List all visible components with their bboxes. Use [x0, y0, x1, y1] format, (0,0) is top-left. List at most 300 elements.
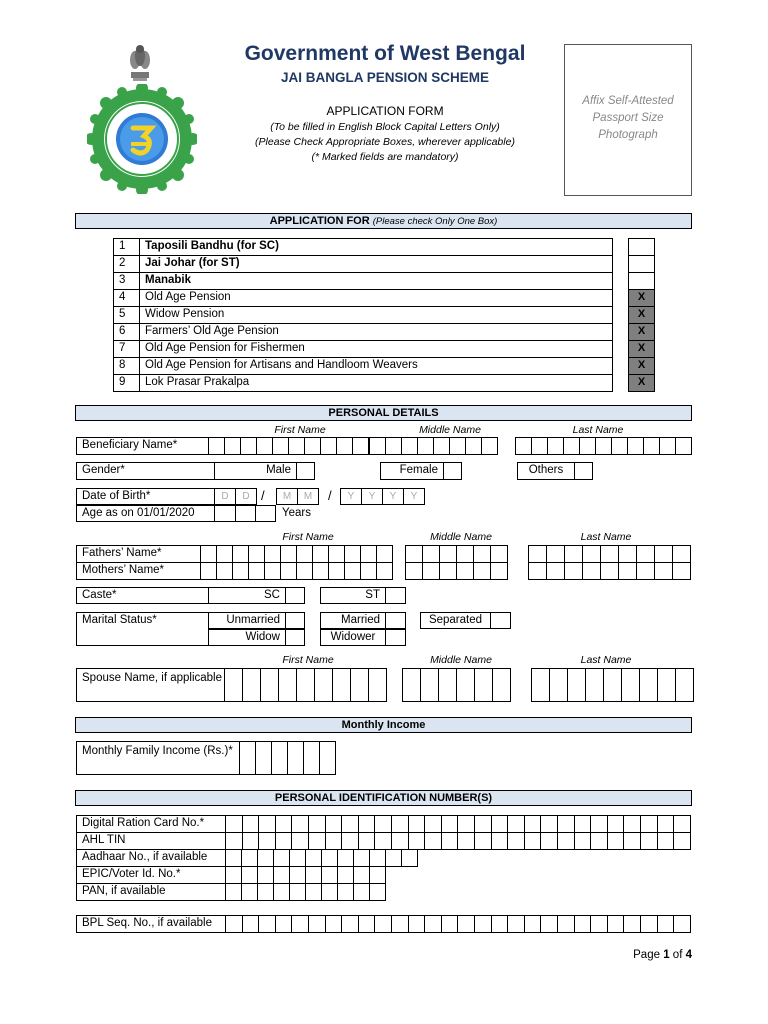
- epic-cell[interactable]: [273, 866, 290, 884]
- ration-card-cell[interactable]: [640, 815, 658, 833]
- fathers-last-name-cell[interactable]: [582, 545, 601, 563]
- fathers-first-name-cell[interactable]: [200, 545, 217, 563]
- dob-cell[interactable]: Y: [340, 488, 362, 505]
- first-name-cell[interactable]: [336, 437, 353, 455]
- fathers-last-name-cell[interactable]: [672, 545, 691, 563]
- ahl-tin-cell[interactable]: [557, 832, 575, 850]
- age-cell[interactable]: [255, 505, 276, 522]
- pan-cell[interactable]: [241, 883, 258, 901]
- ration-card-cell[interactable]: [457, 815, 475, 833]
- ahl-tin-cell[interactable]: [358, 832, 376, 850]
- mothers-middle-name-cell[interactable]: [456, 562, 474, 580]
- male-checkbox[interactable]: [296, 462, 315, 480]
- ration-card-cell[interactable]: [657, 815, 675, 833]
- mothers-first-name-cell[interactable]: [296, 562, 313, 580]
- aadhaar-cell[interactable]: [369, 849, 386, 867]
- ration-card-cell[interactable]: [607, 815, 625, 833]
- page-current: 1: [663, 949, 670, 961]
- bpl-cell[interactable]: [242, 915, 260, 933]
- ration-card-cell[interactable]: [258, 815, 276, 833]
- mothers-first-name-cell[interactable]: [360, 562, 377, 580]
- spouse-first-name-cell[interactable]: [368, 668, 387, 702]
- scheme-checkbox[interactable]: X: [628, 306, 655, 324]
- mothers-last-name-cell[interactable]: [618, 562, 637, 580]
- last-name-cell[interactable]: [579, 437, 596, 455]
- pan-cell[interactable]: [353, 883, 370, 901]
- ahl-tin-cell[interactable]: [590, 832, 608, 850]
- fathers-last-name-cell[interactable]: [528, 545, 547, 563]
- last-name-cell[interactable]: [659, 437, 676, 455]
- widower-checkbox[interactable]: [385, 629, 406, 646]
- mothers-middle-name-cell[interactable]: [405, 562, 423, 580]
- bpl-cell[interactable]: [640, 915, 658, 933]
- middle-name-cell[interactable]: [369, 437, 386, 455]
- ahl-tin-cell[interactable]: [391, 832, 409, 850]
- ration-card-cell[interactable]: [623, 815, 641, 833]
- ration-card-cell[interactable]: [524, 815, 542, 833]
- scheme-checkbox[interactable]: X: [628, 374, 655, 392]
- fathers-last-name-cell[interactable]: [636, 545, 655, 563]
- middle-name-cell[interactable]: [401, 437, 418, 455]
- bpl-cell[interactable]: [374, 915, 392, 933]
- ahl-tin-cell[interactable]: [275, 832, 293, 850]
- st-checkbox[interactable]: [385, 587, 406, 604]
- spouse-middle-name-cell[interactable]: [402, 668, 421, 702]
- middle-name-cell[interactable]: [433, 437, 450, 455]
- ahl-tin-cell[interactable]: [540, 832, 558, 850]
- first-name-cell[interactable]: [288, 437, 305, 455]
- bpl-cell[interactable]: [457, 915, 475, 933]
- scheme-checkbox[interactable]: [628, 255, 655, 273]
- income-cell[interactable]: [303, 741, 320, 775]
- last-name-cell[interactable]: [627, 437, 644, 455]
- scheme-checkbox[interactable]: X: [628, 340, 655, 358]
- ahl-tin-cell[interactable]: [258, 832, 276, 850]
- ahl-tin-cell[interactable]: [574, 832, 592, 850]
- separated-checkbox[interactable]: [490, 612, 511, 629]
- epic-cell[interactable]: [289, 866, 306, 884]
- scheme-checkbox[interactable]: X: [628, 357, 655, 375]
- spouse-middle-name-cell[interactable]: [492, 668, 511, 702]
- income-cell[interactable]: [255, 741, 272, 775]
- bpl-cell[interactable]: [291, 915, 309, 933]
- scheme-label: Jai Johar (for ST): [139, 255, 613, 273]
- ration-card-cell[interactable]: [391, 815, 409, 833]
- fathers-middle-name-cell[interactable]: [473, 545, 491, 563]
- middle-name-cell[interactable]: [449, 437, 466, 455]
- fathers-middle-name-cell[interactable]: [490, 545, 508, 563]
- mothers-last-name-cell[interactable]: [600, 562, 619, 580]
- fathers-last-name-cell[interactable]: [618, 545, 637, 563]
- ahl-tin-cell[interactable]: [673, 832, 691, 850]
- mothers-last-name-cell[interactable]: [564, 562, 583, 580]
- mothers-middle-name-cell[interactable]: [490, 562, 508, 580]
- bpl-cell[interactable]: [424, 915, 442, 933]
- dob-cell[interactable]: Y: [361, 488, 383, 505]
- aadhaar-cell[interactable]: [241, 849, 258, 867]
- mothers-middle-name-cell[interactable]: [422, 562, 440, 580]
- age-cell[interactable]: [235, 505, 256, 522]
- fathers-first-name-cell[interactable]: [216, 545, 233, 563]
- scheme-label: Taposili Bandhu (for SC): [139, 238, 613, 256]
- age-cell[interactable]: [214, 505, 236, 522]
- bpl-cell[interactable]: [590, 915, 608, 933]
- epic-cell[interactable]: [241, 866, 258, 884]
- instruction-capitals: (To be filled in English Block Capital Letters Only): [270, 121, 500, 133]
- ration-card-cell[interactable]: [557, 815, 575, 833]
- first-name-cell[interactable]: [304, 437, 321, 455]
- mothers-last-name-cell[interactable]: [528, 562, 547, 580]
- fathers-first-name-cell[interactable]: [328, 545, 345, 563]
- ration-card-cell[interactable]: [374, 815, 392, 833]
- page-of: of: [669, 949, 686, 961]
- spouse-middle-name-cell[interactable]: [438, 668, 457, 702]
- spouse-last-name-cell[interactable]: [549, 668, 568, 702]
- middle-name-cell[interactable]: [465, 437, 482, 455]
- epic-cell[interactable]: [321, 866, 338, 884]
- bpl-cell[interactable]: [275, 915, 293, 933]
- dob-cell[interactable]: D: [235, 488, 257, 505]
- epic-cell[interactable]: [257, 866, 274, 884]
- ahl-tin-cell[interactable]: [657, 832, 675, 850]
- aadhaar-cell[interactable]: [401, 849, 418, 867]
- ahl-tin-label: AHL TIN: [76, 832, 226, 850]
- ahl-tin-cell[interactable]: [325, 832, 343, 850]
- bpl-cell[interactable]: [308, 915, 326, 933]
- pan-cell[interactable]: [337, 883, 354, 901]
- fathers-last-name-cell[interactable]: [600, 545, 619, 563]
- pan-cell[interactable]: [273, 883, 290, 901]
- mothers-name-label: Mothers’ Name*: [76, 562, 201, 580]
- ration-card-cell[interactable]: [275, 815, 293, 833]
- ration-card-cell[interactable]: [291, 815, 309, 833]
- epic-cell[interactable]: [369, 866, 386, 884]
- ahl-tin-cell[interactable]: [457, 832, 475, 850]
- unmarried-checkbox[interactable]: [285, 612, 305, 629]
- aadhaar-cell[interactable]: [337, 849, 354, 867]
- spouse-first-name-cell[interactable]: [278, 668, 297, 702]
- scheme-checkbox[interactable]: [628, 238, 655, 256]
- dob-label: Date of Birth*: [76, 488, 215, 505]
- fathers-first-name-cell[interactable]: [248, 545, 265, 563]
- spouse-middle-name-cell[interactable]: [474, 668, 493, 702]
- photo-box-text: Affix Self-Attested Passport Size Photograph: [582, 95, 674, 141]
- last-name-cell[interactable]: [515, 437, 532, 455]
- ahl-tin-cell[interactable]: [424, 832, 442, 850]
- ahl-tin-cell[interactable]: [640, 832, 658, 850]
- middle-name-header: Middle Name: [430, 654, 492, 666]
- form-title: APPLICATION FORM: [326, 104, 444, 118]
- female-checkbox[interactable]: [443, 462, 462, 480]
- scheme-number: 7: [113, 340, 140, 358]
- fathers-last-name-cell[interactable]: [654, 545, 673, 563]
- sc-checkbox[interactable]: [285, 587, 305, 604]
- married-checkbox[interactable]: [385, 612, 406, 629]
- biswa-bangla-seal-icon: [87, 84, 197, 194]
- aadhaar-cell[interactable]: [321, 849, 338, 867]
- bpl-cell[interactable]: [557, 915, 575, 933]
- mothers-last-name-cell[interactable]: [582, 562, 601, 580]
- spouse-name-label: Spouse Name, if applicable: [76, 668, 225, 702]
- widow-checkbox[interactable]: [285, 629, 305, 646]
- ration-card-cell[interactable]: [325, 815, 343, 833]
- scheme-number: 8: [113, 357, 140, 375]
- spouse-last-name-cell[interactable]: [585, 668, 604, 702]
- male-label: Male: [214, 462, 297, 480]
- bpl-cell[interactable]: [524, 915, 542, 933]
- ahl-tin-cell[interactable]: [441, 832, 459, 850]
- fathers-first-name-cell[interactable]: [296, 545, 313, 563]
- first-name-header: First Name: [274, 424, 326, 436]
- mothers-first-name-cell[interactable]: [264, 562, 281, 580]
- spouse-first-name-cell[interactable]: [260, 668, 279, 702]
- middle-name-cell[interactable]: [481, 437, 498, 455]
- ahl-tin-cell[interactable]: [242, 832, 260, 850]
- fathers-last-name-cell[interactable]: [564, 545, 583, 563]
- first-name-cell[interactable]: [256, 437, 273, 455]
- mothers-first-name-cell[interactable]: [200, 562, 217, 580]
- last-name-header: Last Name: [580, 654, 632, 666]
- ration-card-cell[interactable]: [308, 815, 326, 833]
- spouse-middle-name-cell[interactable]: [456, 668, 475, 702]
- ahl-tin-cell[interactable]: [491, 832, 509, 850]
- ration-card-cell[interactable]: [441, 815, 459, 833]
- bpl-cell[interactable]: [574, 915, 592, 933]
- aadhaar-label: Aadhaar No., if available: [76, 849, 226, 867]
- bpl-cell[interactable]: [391, 915, 409, 933]
- bpl-cell[interactable]: [540, 915, 558, 933]
- ahl-tin-cell[interactable]: [607, 832, 625, 850]
- ration-card-cell[interactable]: [341, 815, 359, 833]
- spouse-first-name-cell[interactable]: [224, 668, 243, 702]
- bpl-cell[interactable]: [607, 915, 625, 933]
- last-name-cell[interactable]: [563, 437, 580, 455]
- fathers-middle-name-cell[interactable]: [405, 545, 423, 563]
- aadhaar-cell[interactable]: [257, 849, 274, 867]
- scheme-label: Farmers’ Old Age Pension: [139, 323, 613, 341]
- mothers-first-name-cell[interactable]: [376, 562, 393, 580]
- mothers-last-name-cell[interactable]: [672, 562, 691, 580]
- bpl-cell[interactable]: [408, 915, 426, 933]
- dob-cell[interactable]: Y: [382, 488, 404, 505]
- ration-card-cell[interactable]: [424, 815, 442, 833]
- bpl-cell[interactable]: [358, 915, 376, 933]
- spouse-first-name-cell[interactable]: [242, 668, 261, 702]
- bpl-cell[interactable]: [325, 915, 343, 933]
- scheme-number: 3: [113, 272, 140, 290]
- mothers-last-name-cell[interactable]: [654, 562, 673, 580]
- bpl-cell[interactable]: [657, 915, 675, 933]
- mothers-middle-name-cell[interactable]: [473, 562, 491, 580]
- mothers-last-name-cell[interactable]: [546, 562, 565, 580]
- fathers-first-name-cell[interactable]: [264, 545, 281, 563]
- pan-cell[interactable]: [305, 883, 322, 901]
- pan-cell[interactable]: [225, 883, 242, 901]
- ration-card-cell[interactable]: [474, 815, 492, 833]
- mothers-first-name-cell[interactable]: [328, 562, 345, 580]
- pan-cell[interactable]: [289, 883, 306, 901]
- photo-box[interactable]: [564, 44, 692, 196]
- st-label: ST: [320, 587, 386, 604]
- bpl-cell[interactable]: [623, 915, 641, 933]
- ahl-tin-cell[interactable]: [474, 832, 492, 850]
- first-name-cell[interactable]: [352, 437, 369, 455]
- first-name-cell[interactable]: [240, 437, 257, 455]
- mothers-last-name-cell[interactable]: [636, 562, 655, 580]
- epic-cell[interactable]: [353, 866, 370, 884]
- last-name-cell[interactable]: [547, 437, 564, 455]
- first-name-cell[interactable]: [320, 437, 337, 455]
- spouse-first-name-cell[interactable]: [296, 668, 315, 702]
- ration-card-cell[interactable]: [507, 815, 525, 833]
- instruction-check-boxes: (Please Check Appropriate Boxes, wherever applicable): [255, 136, 515, 148]
- epic-cell[interactable]: [225, 866, 242, 884]
- fathers-middle-name-cell[interactable]: [439, 545, 457, 563]
- ahl-tin-cell[interactable]: [623, 832, 641, 850]
- bpl-cell[interactable]: [225, 915, 243, 933]
- dob-cell[interactable]: Y: [403, 488, 425, 505]
- middle-name-cell[interactable]: [385, 437, 402, 455]
- mothers-first-name-cell[interactable]: [312, 562, 329, 580]
- spouse-middle-name-cell[interactable]: [420, 668, 439, 702]
- mothers-first-name-cell[interactable]: [280, 562, 297, 580]
- ration-card-label: Digital Ration Card No.*: [76, 815, 226, 833]
- fathers-first-name-cell[interactable]: [280, 545, 297, 563]
- ahl-tin-cell[interactable]: [341, 832, 359, 850]
- dob-cell[interactable]: D: [214, 488, 236, 505]
- dob-cell[interactable]: M: [297, 488, 319, 505]
- ahl-tin-cell[interactable]: [524, 832, 542, 850]
- spouse-first-name-cell[interactable]: [350, 668, 369, 702]
- mothers-first-name-cell[interactable]: [232, 562, 249, 580]
- spouse-last-name-cell[interactable]: [531, 668, 550, 702]
- spouse-last-name-cell[interactable]: [639, 668, 658, 702]
- government-title: Government of West Bengal: [244, 42, 526, 65]
- ration-card-cell[interactable]: [408, 815, 426, 833]
- ration-card-cell[interactable]: [225, 815, 243, 833]
- fathers-middle-name-cell[interactable]: [456, 545, 474, 563]
- mothers-first-name-cell[interactable]: [216, 562, 233, 580]
- scheme-checkbox[interactable]: X: [628, 289, 655, 307]
- fathers-first-name-cell[interactable]: [376, 545, 393, 563]
- bpl-cell[interactable]: [258, 915, 276, 933]
- ration-card-cell[interactable]: [540, 815, 558, 833]
- scheme-number: 5: [113, 306, 140, 324]
- ration-card-cell[interactable]: [590, 815, 608, 833]
- ahl-tin-cell[interactable]: [308, 832, 326, 850]
- last-name-cell[interactable]: [643, 437, 660, 455]
- last-name-cell[interactable]: [531, 437, 548, 455]
- bpl-cell[interactable]: [673, 915, 691, 933]
- ration-card-cell[interactable]: [574, 815, 592, 833]
- state-emblem-icon: [125, 42, 155, 84]
- first-name-cell[interactable]: [224, 437, 241, 455]
- bpl-cell[interactable]: [341, 915, 359, 933]
- page-total: 4: [685, 949, 692, 961]
- spouse-last-name-cell[interactable]: [675, 668, 694, 702]
- gender-label: Gender*: [76, 462, 215, 480]
- monthly-income-band: Monthly Income: [75, 717, 692, 733]
- spouse-last-name-cell[interactable]: [621, 668, 640, 702]
- aadhaar-cell[interactable]: [225, 849, 242, 867]
- aadhaar-cell[interactable]: [289, 849, 306, 867]
- last-name-cell[interactable]: [675, 437, 692, 455]
- fathers-first-name-cell[interactable]: [344, 545, 361, 563]
- ahl-tin-cell[interactable]: [291, 832, 309, 850]
- instruction-mandatory: (* Marked fields are mandatory): [311, 151, 459, 163]
- application-for-subheading: (Please check Only One Box): [372, 216, 498, 227]
- epic-cell[interactable]: [337, 866, 354, 884]
- pan-cell[interactable]: [369, 883, 386, 901]
- last-name-cell[interactable]: [595, 437, 612, 455]
- pan-cell[interactable]: [257, 883, 274, 901]
- aadhaar-cell[interactable]: [273, 849, 290, 867]
- income-cell[interactable]: [287, 741, 304, 775]
- bpl-cell[interactable]: [491, 915, 509, 933]
- ration-card-cell[interactable]: [242, 815, 260, 833]
- scheme-checkbox[interactable]: X: [628, 323, 655, 341]
- fathers-first-name-cell[interactable]: [312, 545, 329, 563]
- epic-label: EPIC/Voter Id. No.*: [76, 866, 226, 884]
- income-cell[interactable]: [239, 741, 256, 775]
- bpl-cell[interactable]: [507, 915, 525, 933]
- scheme-checkbox[interactable]: [628, 272, 655, 290]
- ration-card-cell[interactable]: [358, 815, 376, 833]
- pan-cell[interactable]: [321, 883, 338, 901]
- scheme-number: 1: [113, 238, 140, 256]
- ration-card-cell[interactable]: [491, 815, 509, 833]
- bpl-cell[interactable]: [474, 915, 492, 933]
- first-name-cell[interactable]: [208, 437, 225, 455]
- widow-label: Widow: [208, 629, 286, 646]
- others-checkbox[interactable]: [574, 462, 593, 480]
- epic-cell[interactable]: [305, 866, 322, 884]
- middle-name-cell[interactable]: [417, 437, 434, 455]
- fathers-middle-name-cell[interactable]: [422, 545, 440, 563]
- mothers-middle-name-cell[interactable]: [439, 562, 457, 580]
- spouse-first-name-cell[interactable]: [332, 668, 351, 702]
- ahl-tin-cell[interactable]: [374, 832, 392, 850]
- first-name-cell[interactable]: [272, 437, 289, 455]
- fathers-first-name-cell[interactable]: [360, 545, 377, 563]
- last-name-cell[interactable]: [611, 437, 628, 455]
- dob-cell[interactable]: M: [276, 488, 298, 505]
- income-cell[interactable]: [319, 741, 336, 775]
- ahl-tin-cell[interactable]: [507, 832, 525, 850]
- scheme-label: Widow Pension: [139, 306, 613, 324]
- mothers-first-name-cell[interactable]: [344, 562, 361, 580]
- fathers-last-name-cell[interactable]: [546, 545, 565, 563]
- ahl-tin-cell[interactable]: [408, 832, 426, 850]
- scheme-title: JAI BANGLA PENSION SCHEME: [280, 70, 490, 85]
- spouse-first-name-cell[interactable]: [314, 668, 333, 702]
- ahl-tin-cell[interactable]: [225, 832, 243, 850]
- fathers-first-name-cell[interactable]: [232, 545, 249, 563]
- married-label: Married: [320, 612, 386, 629]
- income-cell[interactable]: [271, 741, 288, 775]
- aadhaar-cell[interactable]: [353, 849, 370, 867]
- bpl-cell[interactable]: [441, 915, 459, 933]
- spouse-last-name-cell[interactable]: [567, 668, 586, 702]
- first-name-header: First Name: [282, 531, 334, 543]
- spouse-last-name-cell[interactable]: [657, 668, 676, 702]
- mothers-first-name-cell[interactable]: [248, 562, 265, 580]
- aadhaar-cell[interactable]: [385, 849, 402, 867]
- aadhaar-cell[interactable]: [305, 849, 322, 867]
- years-label: Years: [282, 507, 311, 519]
- ration-card-cell[interactable]: [673, 815, 691, 833]
- spouse-last-name-cell[interactable]: [603, 668, 622, 702]
